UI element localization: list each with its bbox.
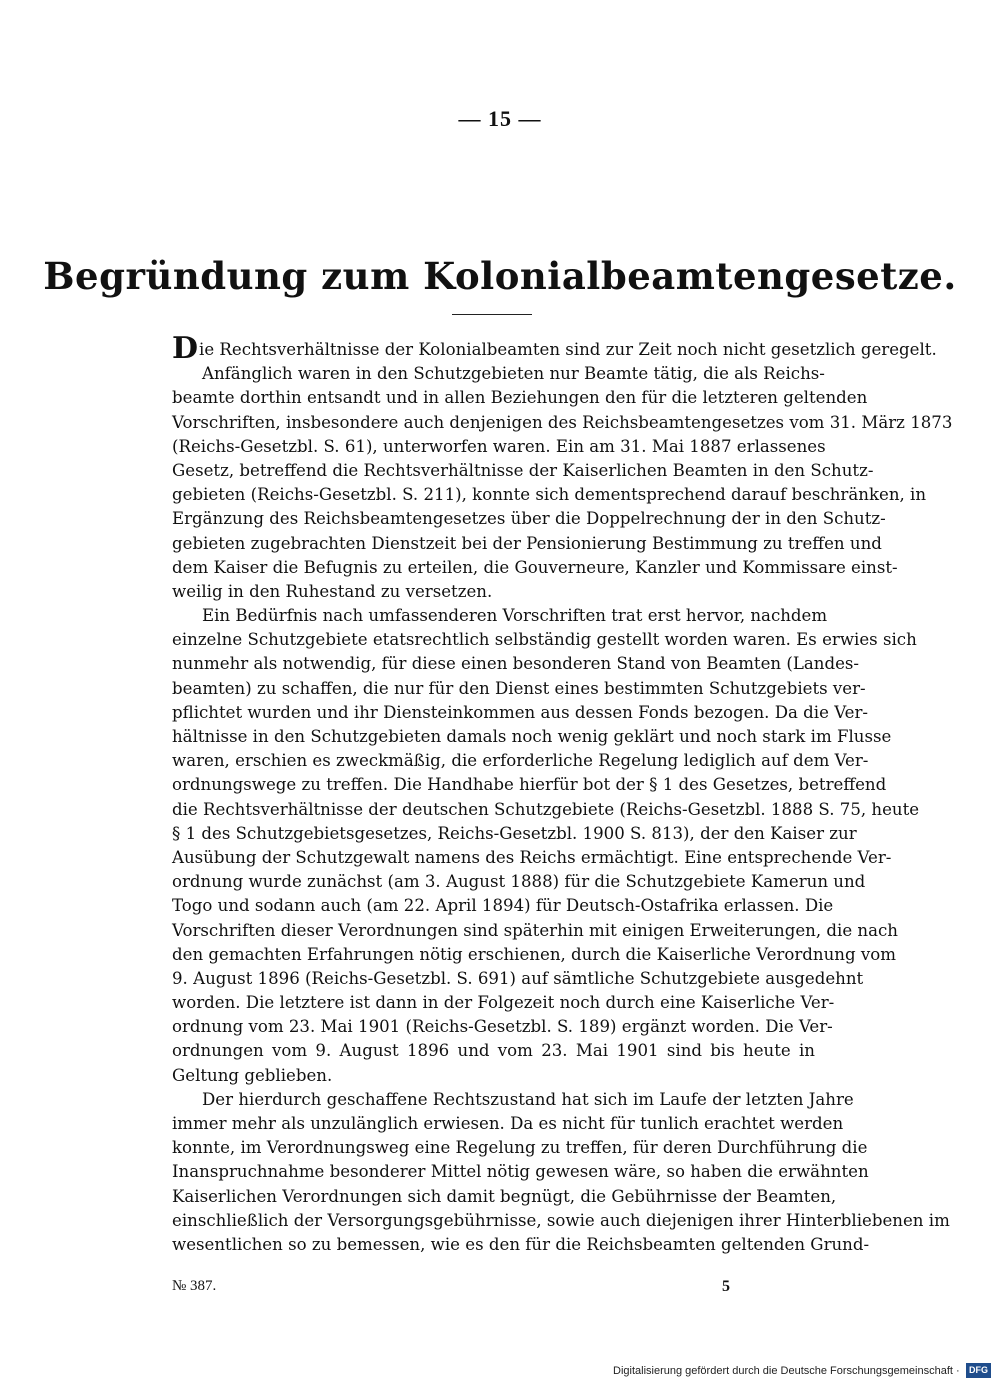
text-line: ordnungswege zu treffen. Die Handhabe hierfür bot der § 1 des Gesetzes, betreffend — [172, 775, 887, 795]
text-line: 9. August 1896 (Reichs-Gesetzbl. S. 691) auf sämtliche Schutzgebiete ausgedehnt — [172, 968, 864, 988]
text-line: hältnisse in den Schutzgebieten damals noch wenig geklärt und noch stark im Flusse — [172, 727, 892, 746]
text-line: waren, erschien es zweckmäßig, die erforderliche Regelung lediglich auf dem Ver- — [172, 751, 869, 771]
text-line: Gesetz, betreffend die Rechtsverhältnisse der Kaiserlichen Beamten in den Schutz- — [172, 460, 874, 480]
dropcap-initial: D — [172, 331, 199, 366]
text-line: einschließlich der Versorgungsgebührnisse, sowie auch diejenigen ihrer Hinterbliebenen im — [172, 1210, 950, 1230]
text-line: Geltung geblieben. — [172, 1065, 333, 1085]
text-line: ordnungen vom 9. August 1896 und vom 23. Mai 1901 sind bis heute in — [172, 1041, 815, 1061]
text-line: nunmehr als notwendig, für diese einen besonderen Stand von Beamten (Landes- — [172, 654, 860, 674]
text-line: Inanspruchnahme besonderer Mittel nötig gewesen wäre, so haben die erwähnten — [172, 1162, 869, 1182]
document-title: Begründung zum Kolonialbeamtengesetze. — [43, 254, 957, 298]
text-line: Ergänzung des Reichsbeamtengesetzes über die Doppelrechnung der in den Schutz- — [172, 509, 886, 529]
text-line: Vorschriften, insbesondere auch denjenigen des Reichsbeamtengesetzes vom 31. März 1873 — [172, 412, 953, 432]
digitization-credit: Digitalisierung gefördert durch die Deutsche Forschungsgemeinschaft · — [613, 1365, 960, 1377]
signature-mark: 5 — [722, 1278, 730, 1295]
text-line: gebieten zugebrachten Dienstzeit bei der Pensionierung Bestimmung zu treffen und — [172, 533, 882, 553]
text-line: pflichtet wurden und ihr Diensteinkommen aus dessen Fonds bezogen. Da die Ver- — [172, 702, 869, 722]
page-number: — 15 — — [458, 106, 542, 131]
text-line: § 1 des Schutzgebietsgesetzes, Reichs-Gesetzbl. 1900 S. 813), der den Kaiser zur — [172, 823, 857, 843]
text-line: weilig in den Ruhestand zu versetzen. — [172, 581, 493, 601]
document-number: № 387. — [172, 1278, 217, 1294]
text-line: die Rechtsverhältnisse der deutschen Schutzgebiete (Reichs-Gesetzbl. 1888 S. 75, heute — [172, 799, 920, 819]
text-line: Ausübung der Schutzgewalt namens des Reichs ermächtigt. Eine entsprechende Ver- — [172, 847, 892, 867]
text-line: dem Kaiser die Befugnis zu erteilen, die Gouverneure, Kanzler und Kommissare einst- — [172, 557, 898, 577]
text-line: Togo und sodann auch (am 22. April 1894) für Deutsch-Ostafrika erlassen. Die — [172, 896, 834, 916]
text-line: einzelne Schutzgebiete etatsrechtlich selbständig gestellt worden waren. Es erwies sich — [172, 630, 917, 650]
text-line: wesentlichen so zu bemessen, wie es den für die Reichsbeamten geltenden Grund- — [172, 1234, 870, 1254]
first-line — [172, 331, 937, 366]
text-line: den gemachten Erfahrungen nötig erschienen, durch die Kaiserliche Verordnung vom — [172, 944, 896, 964]
dfg-logo-icon: DFG — [966, 1363, 991, 1378]
text-line: ordnung vom 23. Mai 1901 (Reichs-Gesetzbl. S. 189) ergänzt worden. Die Ver- — [172, 1017, 833, 1037]
text-line: beamten) zu schaffen, die nur für den Dienst eines bestimmten Schutzgebiets ver- — [172, 678, 866, 698]
text-line: Ein Bedürfnis nach umfassenderen Vorschriften trat erst hervor, nachdem — [202, 606, 828, 626]
text-line: gebieten (Reichs-Gesetzbl. S. 211), konnte sich dementsprechend darauf beschränken, in — [172, 485, 927, 505]
text-line: beamte dorthin entsandt und in allen Beziehungen den für die letzteren geltenden — [172, 388, 868, 408]
text-line: Vorschriften dieser Verordnungen sind späterhin mit einigen Erweiterungen, die nach — [172, 920, 898, 940]
first-line-text: ie Rechtsverhältnisse der Kolonialbeamten sind zur Zeit noch nicht gesetzlich geregelt. — [199, 340, 937, 359]
text-line: Der hierdurch geschaffene Rechtszustand hat sich im Laufe der letzten Jahre — [202, 1089, 854, 1109]
text-line: konnte, im Verordnungsweg eine Regelung zu treffen, für deren Durchführung die — [172, 1138, 868, 1158]
text-line: Kaiserlichen Verordnungen sich damit begnügt, die Gebührnisse der Beamten, — [172, 1186, 837, 1206]
text-line: Anfänglich waren in den Schutzgebieten nur Beamte tätig, die als Reichs- — [202, 364, 825, 384]
text-line: worden. Die letztere ist dann in der Folgezeit noch durch eine Kaiserliche Ver- — [172, 993, 835, 1013]
title-divider — [452, 314, 532, 315]
body-text — [172, 331, 953, 1257]
text-line: immer mehr als unzulänglich erwiesen. Da es nicht für tunlich erachtet werden — [172, 1114, 844, 1133]
text-line: ordnung wurde zunächst (am 3. August 1888) für die Schutzgebiete Kamerun und — [172, 872, 866, 892]
text-line: (Reichs-Gesetzbl. S. 61), unterworfen waren. Ein am 31. Mai 1887 erlassenes — [172, 436, 826, 456]
